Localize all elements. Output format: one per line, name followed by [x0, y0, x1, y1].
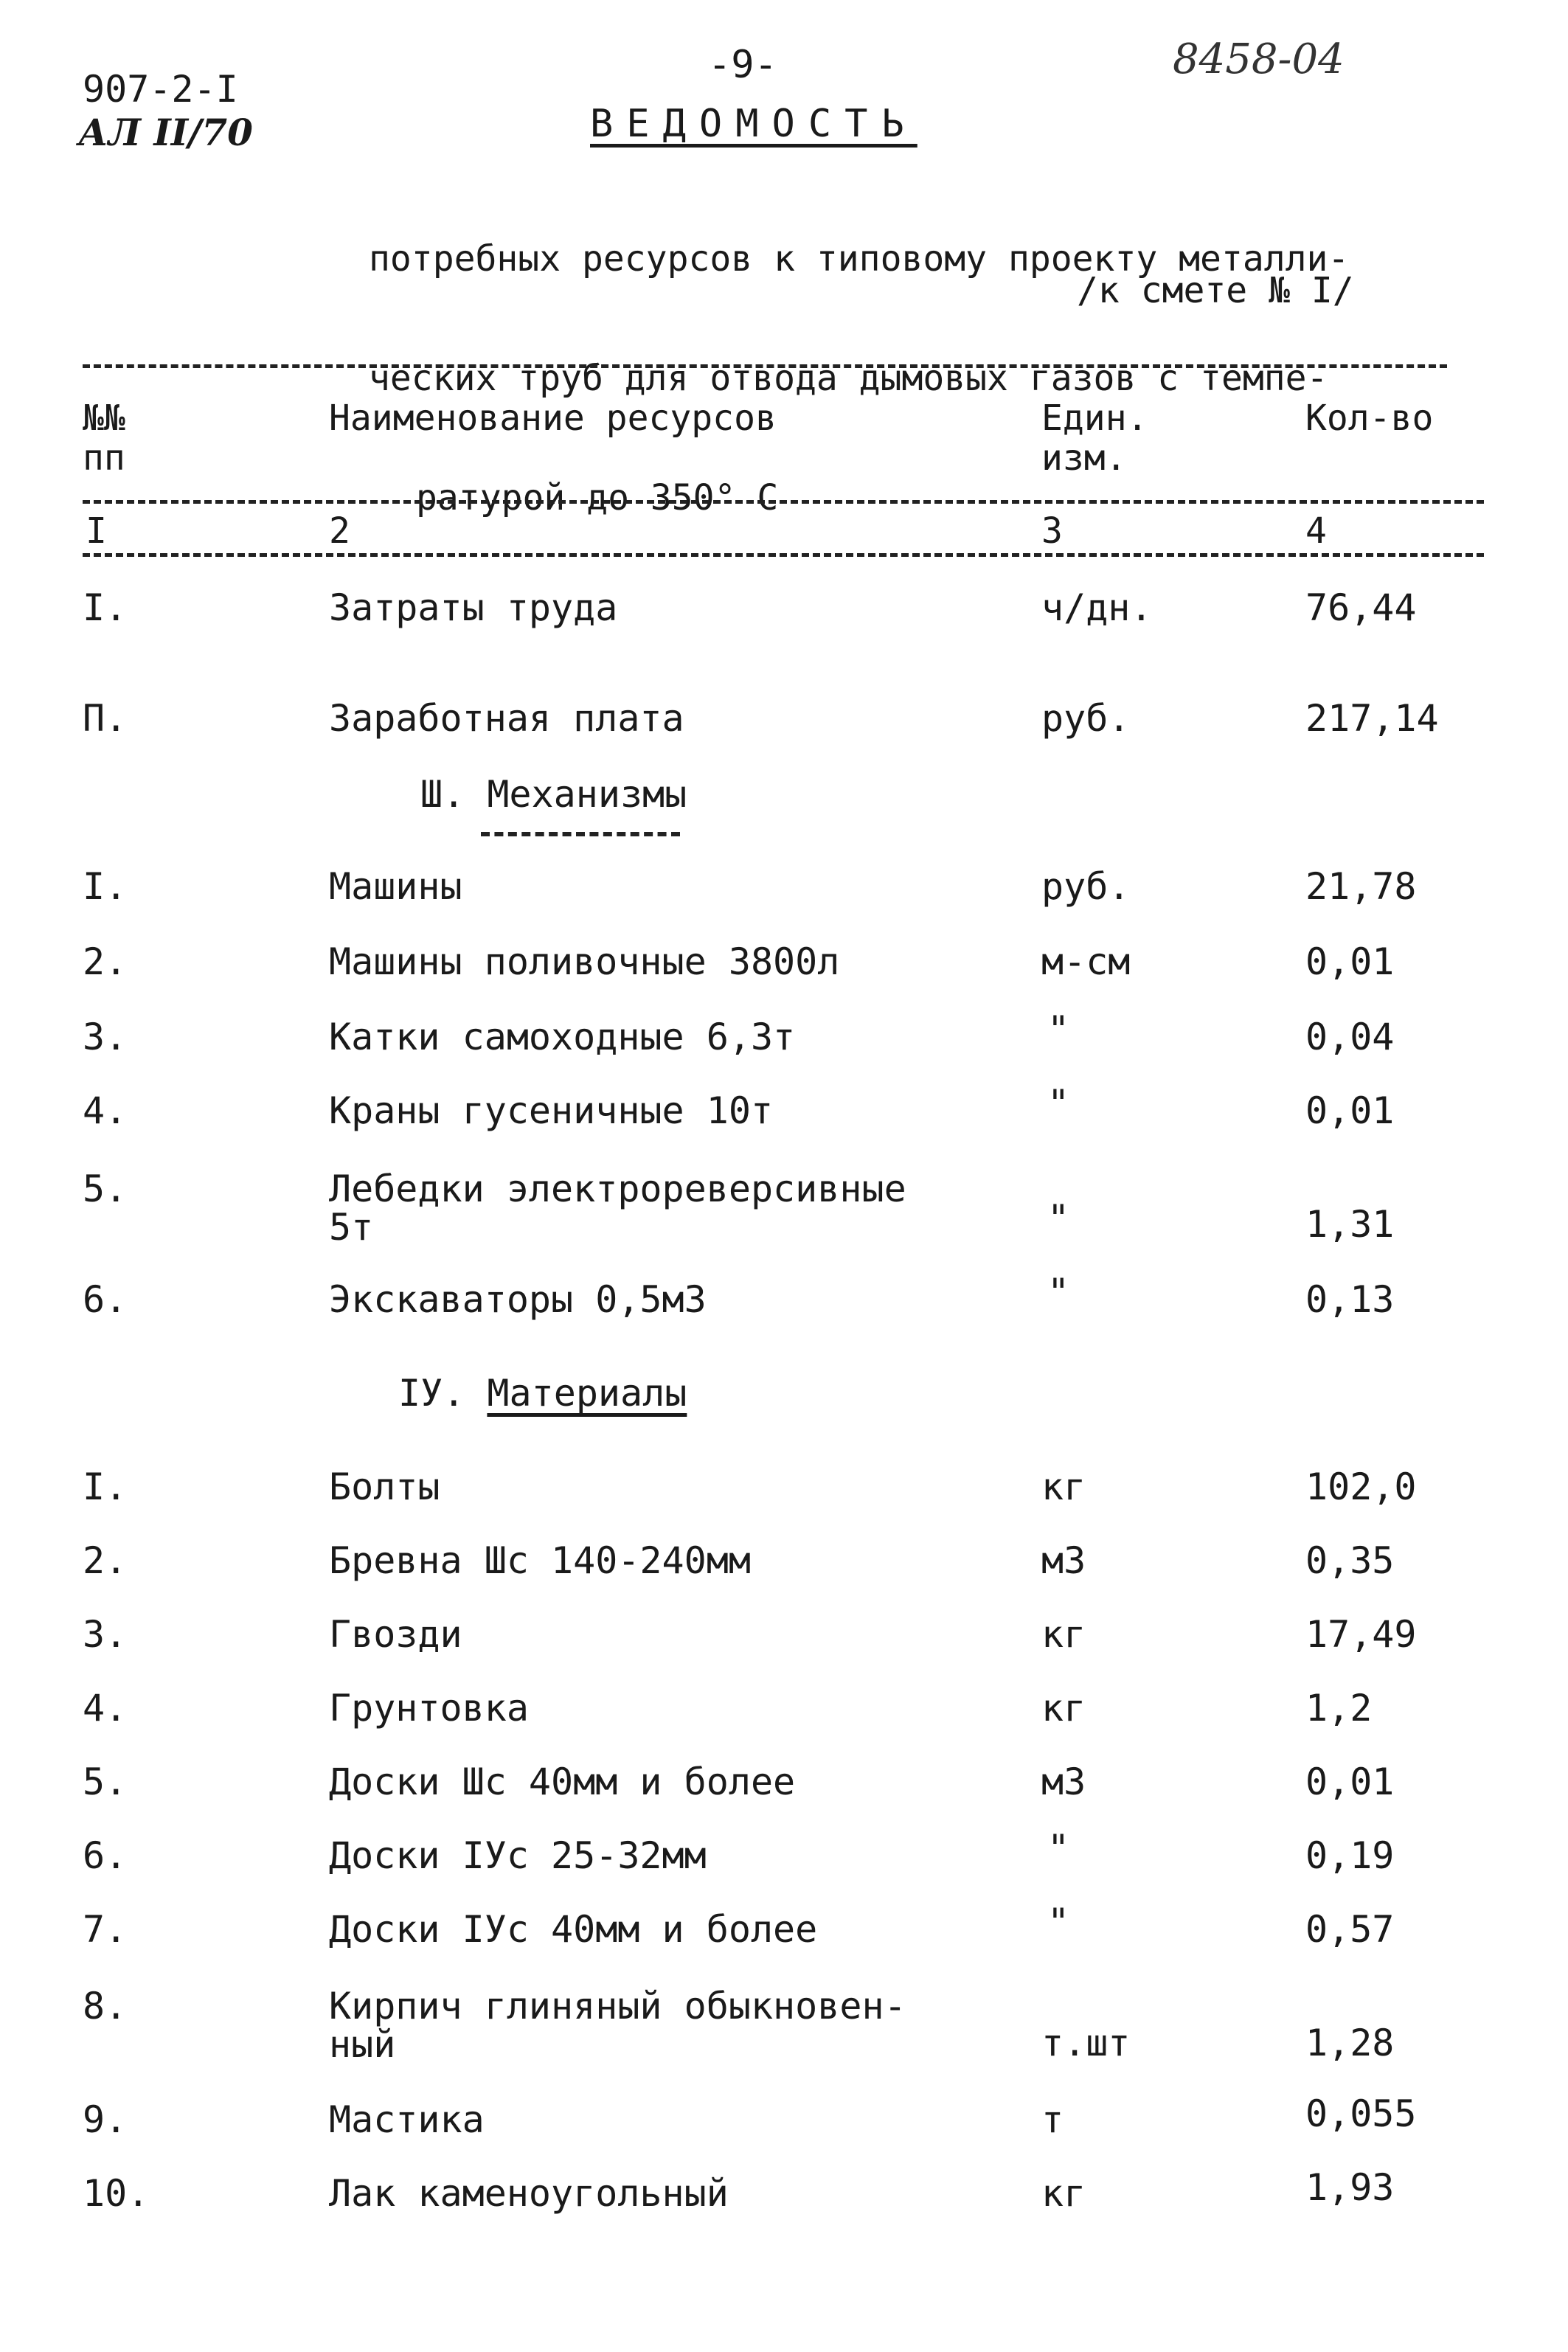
table-row-unit: м3 [1041, 1760, 1086, 1803]
table-row-qty: 0,13 [1305, 1278, 1395, 1321]
table-row-qty: 1,2 [1305, 1687, 1373, 1730]
table-row-name: Машины поливочные 3800л [329, 940, 840, 983]
table-row-unit: " [1047, 1271, 1070, 1314]
subtitle-line: ческих труб для отвода дымовых газов с темпе- [369, 358, 1328, 399]
header-mid-rule [83, 500, 1484, 504]
table-row-name: Машины [329, 865, 462, 908]
table-row-number: 7. [83, 1908, 128, 1951]
section-title: Механизмы [487, 773, 687, 816]
table-row-name: Болты [329, 1465, 440, 1508]
table-row-number: 9. [83, 2098, 128, 2141]
table-row-qty: 0,01 [1305, 1089, 1395, 1132]
table-row-name: Затраты труда [329, 586, 618, 629]
table-row-unit: " [1047, 1901, 1070, 1943]
estimate-reference: /к смете № I/ [1077, 270, 1354, 311]
col-index-2: 2 [329, 510, 350, 552]
col-header-number: №№ пп [83, 398, 125, 479]
handwritten-code: АЛ II/70 [78, 111, 253, 154]
section-numeral: Ш. [420, 773, 465, 816]
table-row-name: Доски Шс 40мм и более [329, 1760, 796, 1803]
table-row-unit: " [1047, 1082, 1070, 1125]
table-row-unit: " [1047, 1008, 1070, 1051]
table-row-name: Лебедки электрореверсивные 5т [329, 1168, 906, 1249]
table-row-name: Краны гусеничные 10т [329, 1089, 774, 1132]
table-row-unit: м3 [1041, 1539, 1086, 1582]
table-row-unit: " [1047, 1827, 1070, 1870]
table-row-qty: 1,28 [1305, 2022, 1395, 2064]
header-top-rule [83, 364, 1447, 368]
table-row-number: 3. [83, 1016, 128, 1058]
table-row-name: Грунтовка [329, 1687, 529, 1730]
col-header-qty: Кол-во [1305, 398, 1434, 439]
table-row-qty: 76,44 [1305, 586, 1417, 629]
table-row-qty: 0,01 [1305, 940, 1395, 983]
table-row-number: I. [83, 865, 128, 908]
section-heading-mechanisms [420, 773, 687, 816]
table-row-name: Экскаваторы 0,5м3 [329, 1278, 707, 1321]
table-row-name: Доски IУс 25-32мм [329, 1834, 707, 1877]
table-row-unit: т.шт [1041, 2022, 1131, 2064]
archive-number: 8458-04 [1173, 35, 1345, 83]
table-row-qty: 0,055 [1305, 2092, 1417, 2135]
table-row-number: 3. [83, 1613, 128, 1656]
section-title: Материалы [487, 1372, 687, 1415]
table-row-number: 4. [83, 1687, 128, 1730]
table-row-qty: 0,04 [1305, 1016, 1395, 1058]
document-title: ВЕДОМОСТЬ [590, 102, 917, 146]
table-row-unit: кг [1041, 1687, 1086, 1730]
section-heading-materials [398, 1372, 687, 1415]
table-row-qty: 217,14 [1305, 697, 1439, 740]
table-row-number: 4. [83, 1089, 128, 1132]
header-bottom-rule [83, 553, 1484, 557]
table-row-number: I. [83, 1465, 128, 1508]
table-row-qty: 17,49 [1305, 1613, 1417, 1656]
table-row-number: 6. [83, 1834, 128, 1877]
table-row-name: Бревна Шс 140-240мм [329, 1539, 751, 1582]
table-row-number: 8. [83, 1985, 128, 2027]
table-row-number: 2. [83, 1539, 128, 1582]
col-index-1: I [86, 510, 107, 552]
table-row-unit: кг [1041, 1465, 1086, 1508]
table-row-name: Мастика [329, 2098, 485, 2141]
table-row-unit: м-см [1041, 940, 1131, 983]
col-header-unit: Един. изм. [1041, 398, 1148, 479]
table-row-qty: 0,57 [1305, 1908, 1395, 1951]
table-row-number: 5. [83, 1168, 128, 1210]
table-row-number: 2. [83, 940, 128, 983]
table-row-qty: 0,01 [1305, 1760, 1395, 1803]
col-header-name: Наименование ресурсов [329, 398, 777, 439]
table-row-unit: " [1047, 1197, 1070, 1240]
section-numeral: IУ. [398, 1372, 465, 1415]
table-row-unit: кг [1041, 2172, 1086, 2215]
table-row-number: 6. [83, 1278, 128, 1321]
table-row-name: Доски IУс 40мм и более [329, 1908, 818, 1951]
table-row-qty: 0,35 [1305, 1539, 1395, 1582]
table-row-unit: кг [1041, 1613, 1086, 1656]
table-row-number: I. [83, 586, 128, 629]
table-row-qty: 1,93 [1305, 2166, 1395, 2209]
table-row-name: Кирпич глиняный обыкновен- ный [329, 1985, 906, 2066]
table-row-name: Заработная плата [329, 697, 684, 740]
col-index-3: 3 [1041, 510, 1063, 552]
table-row-qty: 1,31 [1305, 1203, 1395, 1246]
col-index-4: 4 [1305, 510, 1327, 552]
table-row-qty: 102,0 [1305, 1465, 1417, 1508]
table-row-qty: 0,19 [1305, 1834, 1395, 1877]
subtitle-line: ратурой до 350° С [416, 477, 779, 518]
table-row-unit: руб. [1041, 865, 1131, 908]
document-subtitle [369, 159, 1349, 558]
table-row-unit: ч/дн. [1041, 586, 1153, 629]
table-row-number: 10. [83, 2172, 150, 2215]
document-code: 907-2-I [83, 68, 238, 111]
page-number: -9- [708, 43, 777, 87]
section-dashed-underline [481, 832, 680, 836]
table-row-number: 5. [83, 1760, 128, 1803]
subtitle-line: потребных ресурсов к типовому проекту металли- [369, 238, 1350, 280]
table-row-unit: руб. [1041, 697, 1131, 740]
table-row-name: Гвозди [329, 1613, 462, 1656]
table-row-name: Лак каменоугольный [329, 2172, 729, 2215]
table-row-name: Катки самоходные 6,3т [329, 1016, 796, 1058]
table-row-number: П. [83, 697, 128, 740]
table-row-qty: 21,78 [1305, 865, 1417, 908]
table-row-unit: т [1041, 2098, 1064, 2141]
